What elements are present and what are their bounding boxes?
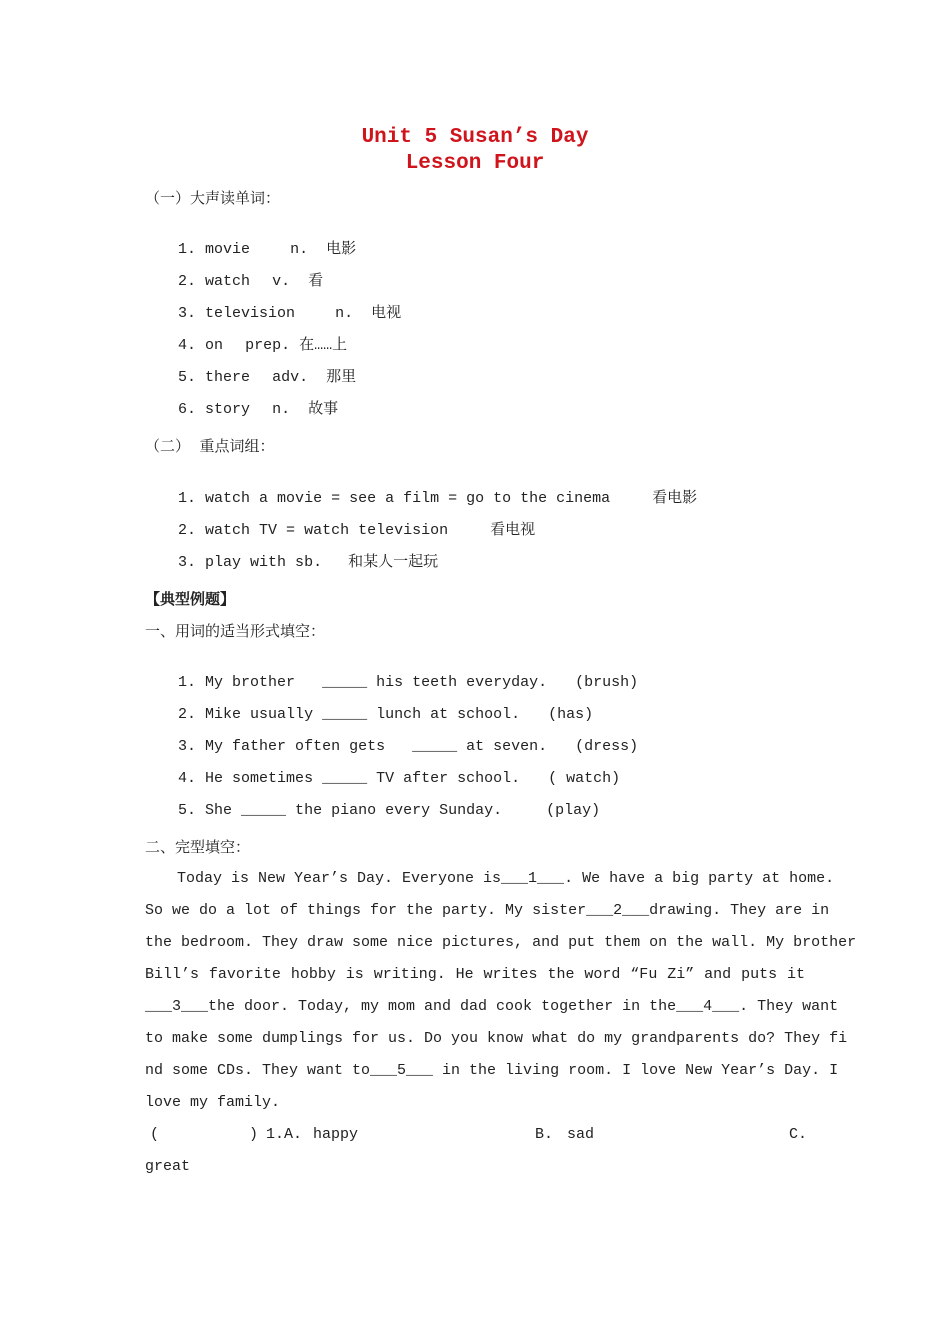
passage-line: to make some dumplings for us. Do you know what do my grandparents do? They fi bbox=[145, 1030, 848, 1047]
question-1-paren: ( ) bbox=[150, 1126, 259, 1143]
cloze-passage bbox=[145, 869, 857, 1129]
passage-line: love my family. bbox=[145, 1094, 281, 1111]
option-a: happy bbox=[313, 1126, 359, 1143]
part2-heading: 二、完型填空： bbox=[145, 838, 251, 856]
passage-line: ___3___the door. Today, my mom and dad cook together in the___4___. They want bbox=[145, 998, 839, 1015]
exercise-item: 1. My brother _____ his teeth everyday. (brush) bbox=[178, 674, 639, 691]
examples-heading: 【典型例题】 bbox=[145, 590, 236, 608]
lesson-title: Lesson Four bbox=[405, 152, 545, 175]
vocab-item: 3. television n. 电视 bbox=[178, 305, 402, 322]
section2-heading: （二） 重点词组： bbox=[145, 437, 275, 455]
exercise-item: 4. He sometimes _____ TV after school. ( watch) bbox=[178, 770, 621, 787]
option-c: great bbox=[145, 1158, 191, 1175]
phrase-item: 3. play with sb. 和某人一起玩 bbox=[178, 554, 439, 571]
vocab-item: 5. there adv. 那里 bbox=[178, 369, 357, 386]
vocab-item: 1. movie n. 电影 bbox=[178, 241, 357, 258]
section1-heading: （一）大声读单词： bbox=[145, 189, 281, 207]
option-c-label: C. bbox=[789, 1126, 808, 1143]
unit-title: Unit 5 Susan’s Day bbox=[361, 126, 589, 149]
vocab-item: 4. on prep. 在……上 bbox=[178, 337, 348, 354]
option-b-label: B. bbox=[535, 1126, 554, 1143]
part1-heading: 一、用词的适当形式填空： bbox=[145, 622, 326, 640]
vocab-item: 6. story n. 故事 bbox=[178, 401, 339, 418]
passage-line: So we do a lot of things for the party. My sister___2___drawing. They are in bbox=[145, 902, 830, 919]
passage-line: Today is New Year’s Day. Everyone is___1___. We have a big party at home. bbox=[177, 870, 835, 887]
phrase-item: 2. watch TV = watch television 看电视 bbox=[178, 522, 536, 539]
passage-line: nd some CDs. They want to___5___ in the living room. I love New Year’s Day. I bbox=[145, 1062, 839, 1079]
exercise-item: 2. Mike usually _____ lunch at school. (has) bbox=[178, 706, 594, 723]
question-1-label: 1.A. bbox=[266, 1126, 303, 1143]
vocab-item: 2. watch v. 看 bbox=[178, 273, 324, 290]
passage-line: the bedroom. They draw some nice pictures, and put them on the wall. My brother bbox=[145, 934, 857, 951]
option-b: sad bbox=[567, 1126, 595, 1143]
exercise-item: 3. My father often gets _____ at seven. (dress) bbox=[178, 738, 639, 755]
exercise-item: 5. She _____ the piano every Sunday. (play) bbox=[178, 802, 601, 819]
passage-line: Bill’s favorite hobby is writing. He writes the word “Fu Zi” and puts it bbox=[145, 966, 805, 983]
phrase-item: 1. watch a movie = see a film = go to the cinema 看电影 bbox=[178, 490, 698, 507]
